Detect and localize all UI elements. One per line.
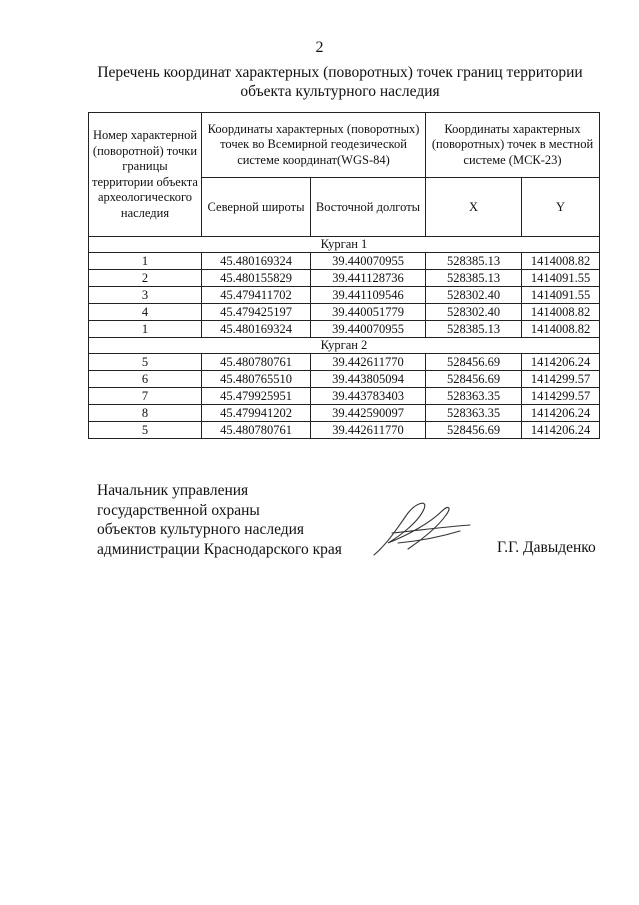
y-coordinate-cell: 1414299.57	[522, 371, 600, 388]
position-line-4: администрации Краснодарского края	[97, 540, 342, 558]
header-point-number: Номер характерной (поворотной) точки границы территории объекта археологического наследия	[89, 113, 202, 237]
latitude-cell: 45.479425197	[202, 304, 311, 321]
latitude-cell: 45.480169324	[202, 321, 311, 338]
group-title: Курган 2	[89, 338, 600, 354]
y-coordinate-cell: 1414206.24	[522, 354, 600, 371]
position-line-1: Начальник управления	[97, 482, 249, 499]
signer-name: Г.Г. Давыденко	[497, 539, 596, 556]
signature-position	[97, 481, 342, 559]
table-row	[89, 321, 600, 338]
position-line-3: объектов культурного наследия	[97, 521, 305, 538]
document-title	[60, 63, 620, 101]
title-line-1: Перечень координат характерных (поворотных) точек границ территории	[97, 64, 583, 81]
y-coordinate-cell: 1414299.57	[522, 388, 600, 405]
point-number-cell: 8	[89, 405, 202, 422]
y-coordinate-cell: 1414008.82	[522, 304, 600, 321]
point-number-cell: 7	[89, 388, 202, 405]
x-coordinate-cell: 528302.40	[426, 304, 522, 321]
handwritten-signature	[368, 497, 478, 559]
longitude-cell: 39.442611770	[311, 422, 426, 439]
table-row	[89, 371, 600, 388]
table-row	[89, 253, 600, 270]
coordinates-body	[89, 237, 600, 439]
y-coordinate-cell: 1414091.55	[522, 287, 600, 304]
table-row	[89, 270, 600, 287]
longitude-cell: 39.443783403	[311, 388, 426, 405]
x-coordinate-cell: 528456.69	[426, 354, 522, 371]
longitude-cell: 39.440070955	[311, 253, 426, 270]
point-number-cell: 1	[89, 321, 202, 338]
longitude-cell: 39.443805094	[311, 371, 426, 388]
y-coordinate-cell: 1414091.55	[522, 270, 600, 287]
point-number-cell: 5	[89, 354, 202, 371]
longitude-cell: 39.441109546	[311, 287, 426, 304]
table-row	[89, 304, 600, 321]
x-coordinate-cell: 528385.13	[426, 270, 522, 287]
longitude-cell: 39.440051779	[311, 304, 426, 321]
longitude-cell: 39.442590097	[311, 405, 426, 422]
point-number-cell: 3	[89, 287, 202, 304]
y-coordinate-cell: 1414008.82	[522, 321, 600, 338]
point-number-cell: 2	[89, 270, 202, 287]
page-number: 2	[315, 39, 324, 56]
y-coordinate-cell: 1414206.24	[522, 422, 600, 439]
table-row	[89, 422, 600, 439]
point-number-cell: 6	[89, 371, 202, 388]
latitude-cell: 45.479411702	[202, 287, 311, 304]
latitude-cell: 45.480780761	[202, 422, 311, 439]
point-number-cell: 5	[89, 422, 202, 439]
x-coordinate-cell: 528302.40	[426, 287, 522, 304]
latitude-cell: 45.480155829	[202, 270, 311, 287]
latitude-cell: 45.480780761	[202, 354, 311, 371]
subheader-longitude: Восточной долготы	[311, 178, 426, 237]
x-coordinate-cell: 528363.35	[426, 388, 522, 405]
group-row	[89, 338, 600, 354]
subheader-y: Y	[522, 178, 600, 237]
longitude-cell: 39.442611770	[311, 354, 426, 371]
table-row	[89, 405, 600, 422]
latitude-cell: 45.479925951	[202, 388, 311, 405]
longitude-cell: 39.441128736	[311, 270, 426, 287]
table-row	[89, 287, 600, 304]
longitude-cell: 39.440070955	[311, 321, 426, 338]
x-coordinate-cell: 528385.13	[426, 253, 522, 270]
subheader-latitude: Северной широты	[202, 178, 311, 237]
latitude-cell: 45.480169324	[202, 253, 311, 270]
position-line-2: государственной охраны	[97, 501, 260, 519]
title-line-2: объекта культурного наследия	[240, 83, 440, 100]
group-title: Курган 1	[89, 237, 600, 253]
x-coordinate-cell: 528363.35	[426, 405, 522, 422]
latitude-cell: 45.480765510	[202, 371, 311, 388]
x-coordinate-cell: 528385.13	[426, 321, 522, 338]
x-coordinate-cell: 528456.69	[426, 422, 522, 439]
header-msk23: Координаты характерных (поворотных) точек в местной системе (МСК-23)	[426, 113, 600, 178]
subheader-x: X	[426, 178, 522, 237]
x-coordinate-cell: 528456.69	[426, 371, 522, 388]
latitude-cell: 45.479941202	[202, 405, 311, 422]
y-coordinate-cell: 1414206.24	[522, 405, 600, 422]
coordinates-table	[88, 112, 600, 439]
point-number-cell: 4	[89, 304, 202, 321]
table-row	[89, 354, 600, 371]
header-wgs84: Координаты характерных (поворотных) точек во Всемирной геодезической системе координат(WGS-84)	[202, 113, 426, 178]
point-number-cell: 1	[89, 253, 202, 270]
y-coordinate-cell: 1414008.82	[522, 253, 600, 270]
table-row	[89, 388, 600, 405]
group-row	[89, 237, 600, 253]
